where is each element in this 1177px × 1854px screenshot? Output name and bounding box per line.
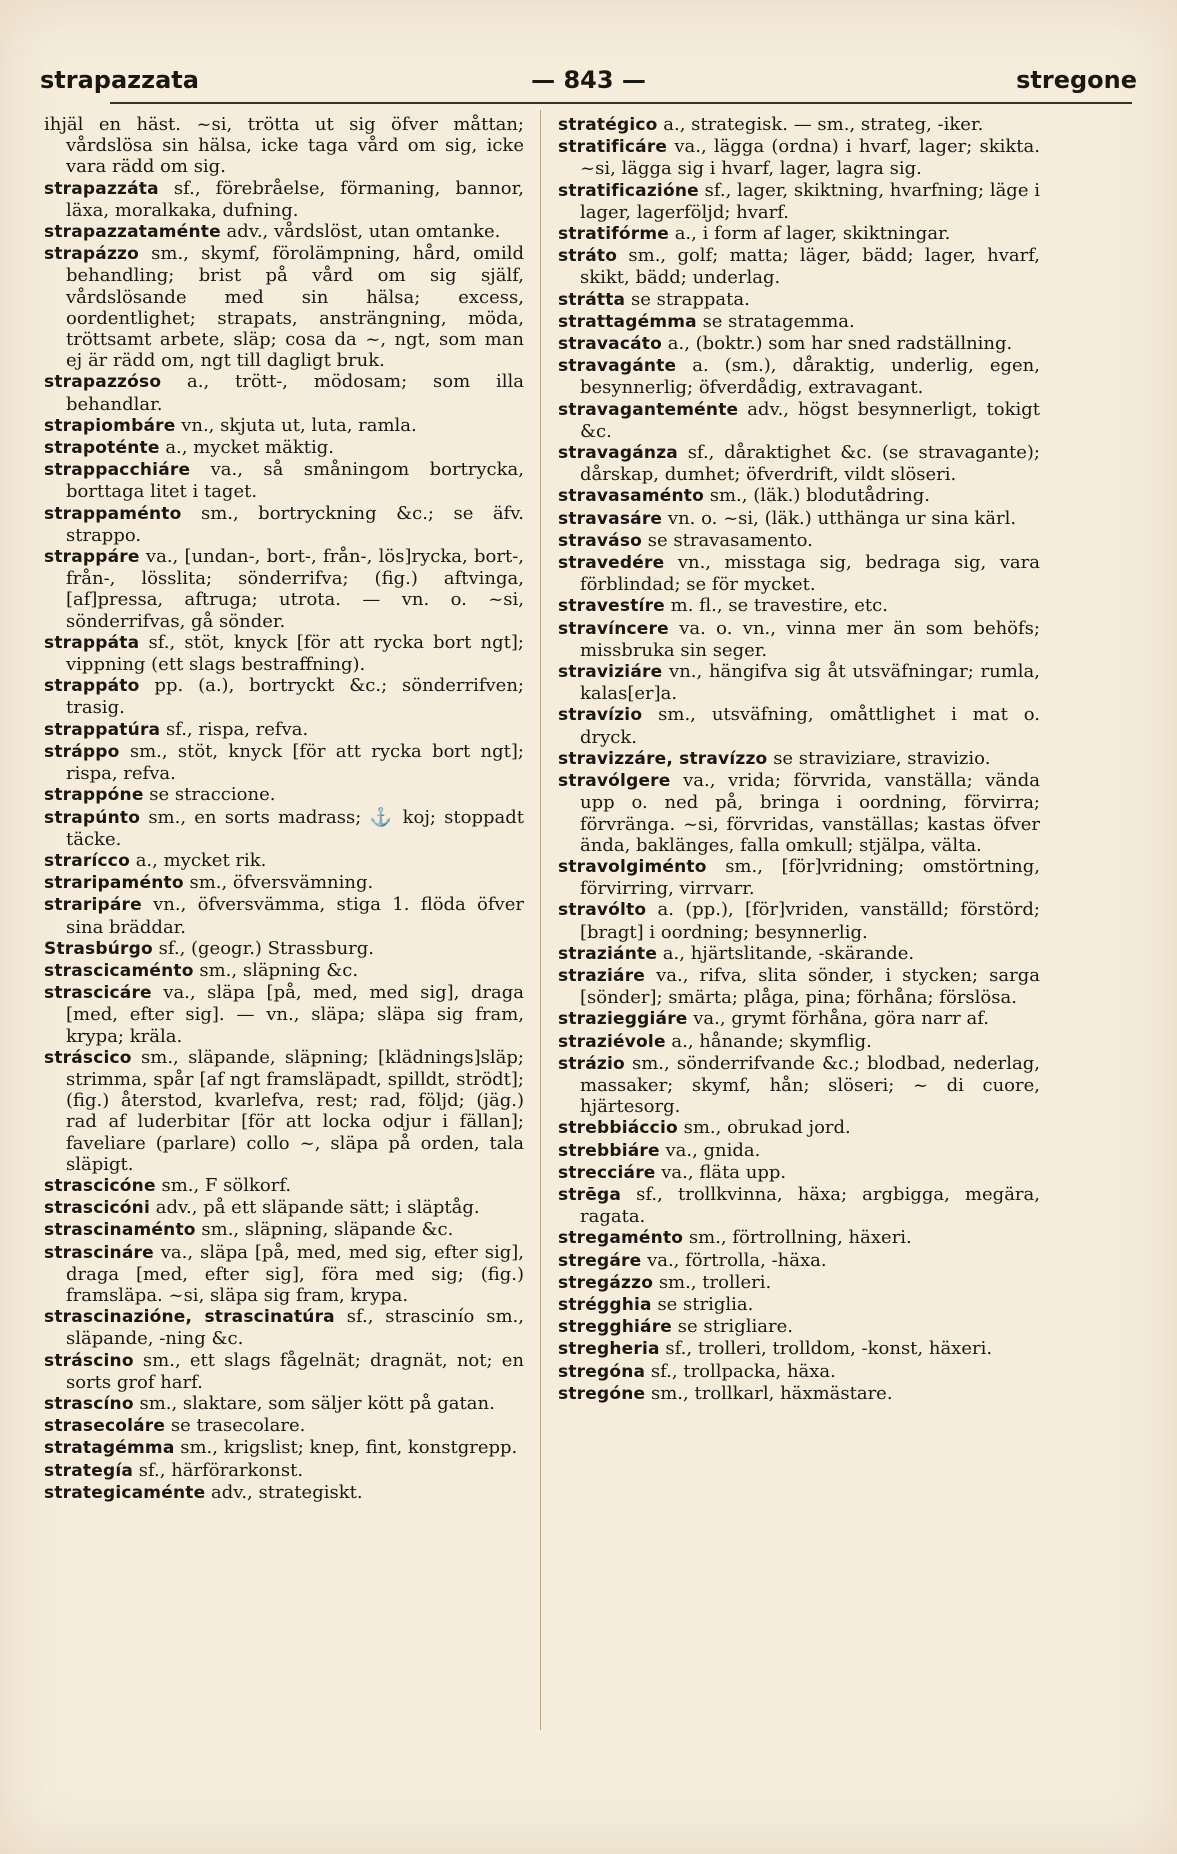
headword: strázio: [558, 1053, 625, 1074]
dictionary-entry: [558, 1338, 1040, 1360]
dictionary-entry: [44, 178, 524, 221]
dictionary-entry: [44, 1047, 524, 1175]
entry-definition: se strappata.: [630, 288, 750, 310]
headword: straviziáre: [558, 662, 663, 683]
header-rule: [110, 102, 1132, 104]
headword: stráscico: [44, 1047, 132, 1068]
dictionary-entry: [558, 442, 1040, 485]
entry-definition: se straviziare, stravizio.: [773, 747, 991, 769]
column-divider: [540, 110, 541, 1730]
entry-definition: sf., (geogr.) Strassburg.: [158, 937, 375, 959]
entry-definition: sf., lager, skiktning, hvarfning; läge i lager, lagerföljd; hvarf.: [580, 179, 1040, 223]
dictionary-entry: [558, 1250, 1040, 1272]
left-guide-word: strapazzata: [40, 66, 199, 94]
entry-definition: adv., på ett släpande sätt; i släptåg.: [155, 1197, 480, 1219]
headword: strasecoláre: [44, 1416, 166, 1437]
dictionary-entry: [44, 1242, 524, 1307]
dictionary-entry: [558, 311, 1040, 333]
entry-definition: sm., skymf, förolämpning, hård, omild behandling; brist på vård om sig själf, vårdslösande med sin hälsa; excess, oordentlighet; strapats, ansträngning, möda, tröttsamt arbete, släp; cosa da ~, ngt, som man ej är rädd om, ngt till dagligt bruk.: [66, 243, 524, 372]
headword: straváso: [558, 530, 643, 551]
headword: strategicaménte: [44, 1482, 206, 1503]
dictionary-entry: [558, 1227, 1040, 1249]
entry-definition: vn., öfversvämma, stiga 1. flöda öfver sina bräddar.: [66, 894, 524, 938]
entry-definition: a., (boktr.) som har sned radställning.: [667, 333, 1013, 355]
dictionary-entry: [558, 1031, 1040, 1053]
dictionary-entry: [558, 595, 1040, 617]
headword: Strasbúrgo: [44, 938, 153, 959]
headword: strappáta: [44, 632, 140, 653]
dictionary-entry: [558, 1361, 1040, 1383]
dictionary-entry: [558, 136, 1040, 179]
headword: stregóne: [558, 1383, 646, 1404]
entry-definition: va., lägga (ordna) i hvarf, lager; skikta. ~si, lägga sig i hvarf, lager, lagra sig.: [580, 136, 1040, 180]
headword: strátta: [558, 289, 626, 310]
headword: straziévole: [558, 1031, 666, 1052]
dictionary-entry: [44, 546, 524, 632]
dictionary-entry: [558, 552, 1040, 595]
headword: strategía: [44, 1460, 134, 1481]
dictionary-entry: [558, 748, 1040, 770]
dictionary-entry: [44, 872, 524, 894]
dictionary-entry: [558, 618, 1040, 661]
dictionary-entry: [44, 114, 524, 178]
entry-definition: pp. (a.), bortryckt &c.; sönderrifven; trasig.: [66, 675, 524, 719]
headword: strapazzóso: [44, 372, 162, 393]
headword: strascinazióne, strascinatúra: [44, 1307, 335, 1328]
entry-definition: sf., stöt, knyck [för att rycka bort ngt]; vippning (ett slags bestraffning).: [66, 631, 524, 676]
dictionary-entry: [44, 243, 524, 371]
entry-definition: a., strategisk. — sm., strateg, -iker.: [663, 114, 984, 135]
headword: strapazzataménte: [44, 222, 221, 243]
dictionary-entry: [44, 1482, 524, 1504]
headword: strecciáre: [558, 1162, 656, 1183]
dictionary-entry: [44, 741, 524, 784]
headword: strascináre: [44, 1242, 154, 1263]
dictionary-entry: [558, 943, 1040, 965]
entry-definition: sm., krigslist; knep, fint, konstgrepp.: [180, 1437, 518, 1459]
entry-definition: a., trött-, mödosam; som illa behandlar.: [66, 371, 524, 415]
left-column: [44, 114, 524, 1504]
headword: stratifórme: [558, 224, 669, 245]
dictionary-entry: [558, 965, 1040, 1008]
dictionary-entry: [558, 1140, 1040, 1162]
entry-definition: ihjäl en häst. ~si, trötta ut sig öfver måttan; vårdslösa sin hälsa, icke taga vård om sig, icke vara rädd om sig.: [44, 114, 524, 178]
dictionary-entry: [558, 899, 1040, 942]
entry-definition: se straccione.: [149, 784, 276, 806]
dictionary-entry: [558, 1184, 1040, 1227]
dictionary-entry: [558, 1383, 1040, 1405]
dictionary-entry: [44, 1460, 524, 1482]
headword: strascicóne: [44, 1175, 156, 1196]
dictionary-entry: [558, 704, 1040, 747]
dictionary-entry: [44, 1306, 524, 1349]
entry-definition: a., mycket mäktig.: [165, 437, 334, 459]
dictionary-entry: [44, 719, 524, 741]
entry-definition: se striglia.: [657, 1293, 754, 1315]
headword: straripaménto: [44, 873, 184, 894]
headword: straziáre: [558, 965, 646, 986]
dictionary-entry: [558, 245, 1040, 288]
headword: strazieggiáre: [558, 1009, 688, 1030]
entry-definition: vn., hängifva sig åt utsväfningar; rumla, kalas[er]a.: [580, 661, 1040, 705]
entry-definition: va., rifva, slita sönder, i stycken; sarga [sönder]; smärta; plåga, pina; förhåna; förslösa.: [580, 964, 1040, 1009]
dictionary-entry: [44, 807, 524, 850]
entry-definition: sm., obrukad jord.: [683, 1117, 851, 1139]
headword: stravolgiménto: [558, 856, 707, 877]
entry-definition: adv., högst besynnerligt, tokigt &c.: [580, 398, 1040, 442]
page-number: — 843 —: [531, 66, 646, 94]
entry-definition: sm., sönderrifvande &c.; blodbad, nederlag, massaker; skymf, hån; slöseri; ~ di cuore, hjärtesorg.: [580, 1052, 1040, 1118]
entry-definition: se stravasamento.: [647, 529, 813, 551]
entry-definition: se strigliare.: [677, 1316, 793, 1338]
dictionary-entry: [44, 960, 524, 982]
headword: strappatúra: [44, 719, 161, 740]
headword: stravaganteménte: [558, 399, 739, 420]
entry-definition: va., fläta upp.: [661, 1161, 787, 1183]
dictionary-entry: [44, 503, 524, 546]
dictionary-entry: [558, 1162, 1040, 1184]
dictionary-entry: [44, 1197, 524, 1219]
entry-definition: m. fl., se travestire, etc.: [670, 595, 888, 617]
headword: strapoténte: [44, 438, 160, 459]
dictionary-entry: [44, 894, 524, 937]
headword: strattagémma: [558, 311, 697, 332]
entry-definition: sm., utsväfning, omåttlighet i mat o. dryck.: [580, 704, 1040, 748]
headword: strascinaménto: [44, 1220, 196, 1241]
headword: stravagánte: [558, 356, 677, 377]
entry-definition: sf., trollpacka, häxa.: [650, 1360, 836, 1382]
dictionary-entry: [44, 459, 524, 502]
entry-definition: sm., släpande, släpning; [klädnings]släp; strimma, spår [af ngt framsläpadt, spilldt, strödt]; (fig.) återstod, kvarlefva, rest; rad, följd; (jäg.) rad af luderbitar [för att locka odjur i fällan]; faveliare (parlare) collo ~, släpa på orden, tala släpigt.: [66, 1046, 524, 1175]
dictionary-entry: [558, 770, 1040, 856]
headword: stravólgere: [558, 771, 671, 792]
headword: strappacchiáre: [44, 460, 191, 481]
headword: stravízio: [558, 705, 643, 726]
entry-definition: sf., trolleri, trolldom, -konst, häxeri.: [665, 1338, 993, 1360]
entry-definition: sm., [för]vridning; omstörtning, förvirring, virrvarr.: [580, 855, 1040, 900]
right-column: [558, 114, 1040, 1405]
entry-definition: va., gnida.: [665, 1139, 761, 1161]
entry-definition: va., [undan-, bort-, från-, lös]rycka, bort-, från-, lösslita; sönderrifva; (fig.) aftvinga, [af]pressa, aftruga; utrota. — vn. o. ~si, sönderrifvas, gå sönder.: [66, 546, 524, 632]
headword: stravasáre: [558, 508, 663, 529]
entry-definition: va., så småningom bortrycka, borttaga litet i taget.: [66, 459, 524, 503]
entry-definition: a., i form af lager, skiktningar.: [674, 223, 951, 245]
dictionary-entry: [558, 333, 1040, 355]
entry-definition: sm., en sorts madrass; ⚓ koj; stoppadt täcke.: [66, 806, 525, 850]
headword: stregheria: [558, 1339, 660, 1360]
headword: stravestíre: [558, 596, 665, 617]
entry-definition: se stratagemma.: [702, 310, 855, 332]
entry-definition: sm., öfversvämning.: [189, 872, 374, 894]
entry-definition: va., vrida; förvrida, vanställa; vända upp o. ned på, bringa i oordning, förvirra; förvränga. ~si, förvridas, vanställas; kastas öfver ända, baklänges, falla omkull; stjälpa, välta.: [580, 770, 1040, 856]
dictionary-entry: [44, 221, 524, 243]
headword: strapazzáta: [44, 178, 159, 199]
entry-definition: sm., stöt, knyck [för att rycka bort ngt]; rispa, refva.: [66, 740, 524, 785]
headword: stravedére: [558, 553, 665, 574]
dictionary-entry: [558, 485, 1040, 507]
dictionary-entry: [558, 399, 1040, 442]
headword: stratégico: [558, 115, 658, 135]
entry-definition: sm., ett slags fågelnät; dragnät, not; en sorts grof harf.: [66, 1349, 524, 1393]
headword: strapiombáre: [44, 415, 176, 436]
entry-definition: sf., förebråelse, förmaning, bannor, läxa, moralkaka, dufning.: [66, 177, 524, 221]
headword: strascicaménto: [44, 960, 194, 981]
entry-definition: vn., skjuta ut, luta, ramla.: [181, 414, 417, 436]
right-guide-word: stregone: [1016, 66, 1137, 94]
entry-definition: va., släpa [på, med, med sig], draga [med, efter sig]. — vn., släpa; släpa sig fram, krypa; kräla.: [66, 982, 525, 1047]
headword: straziánte: [558, 943, 658, 964]
dictionary-entry: [558, 530, 1040, 552]
dictionary-entry: [558, 856, 1040, 899]
entry-definition: sf., trollkvinna, häxa; argbigga, megära, ragata.: [580, 1183, 1040, 1228]
entry-definition: sf., rispa, refva.: [165, 718, 309, 740]
entry-definition: sf., dåraktighet &c. (se stravagante); dårskap, dumhet; öfverdrift, vildt slöseri.: [580, 442, 1040, 486]
dictionary-entry: [558, 1272, 1040, 1294]
headword: strappóne: [44, 785, 144, 806]
dictionary-entry: [558, 180, 1040, 223]
entry-definition: sf., strascinío sm., släpande, -ning &c.: [66, 1306, 524, 1350]
dictionary-entry: [558, 508, 1040, 530]
dictionary-entry: [558, 661, 1040, 704]
entry-definition: a. (pp.), [för]vriden, vanställd; förstörd; [bragt] i oordning; besynnerlig.: [580, 899, 1040, 943]
headword: stráppo: [44, 741, 120, 762]
dictionary-entry: [44, 1415, 524, 1437]
dictionary-entry: [558, 1117, 1040, 1139]
dictionary-entry: [44, 1437, 524, 1459]
headword: strégghia: [558, 1294, 652, 1315]
headword: stráscino: [44, 1350, 134, 1371]
headword: straripáre: [44, 895, 142, 916]
dictionary-entry: [44, 1350, 524, 1393]
dictionary-entry: [44, 784, 524, 806]
dictionary-entry: [558, 223, 1040, 245]
entry-definition: sm., (läk.) blodutådring.: [709, 485, 931, 507]
entry-definition: va., grymt förhåna, göra narr af.: [693, 1008, 989, 1030]
headword: strēga: [558, 1184, 621, 1205]
entry-definition: vn. o. ~si, (läk.) utthänga ur sina kärl.: [667, 507, 1017, 529]
entry-definition: adv., vårdslöst, utan omtanke.: [226, 221, 501, 243]
entry-definition: a., hjärtslitande, -skärande.: [662, 942, 915, 964]
entry-definition: sm., F sölkorf.: [161, 1174, 292, 1196]
dictionary-entry: [558, 1053, 1040, 1118]
dictionary-entry: [558, 289, 1040, 311]
entry-definition: vn., misstaga sig, bedraga sig, vara förblindad; se för mycket.: [580, 552, 1040, 596]
dictionary-entry: [44, 938, 524, 960]
entry-definition: sm., golf; matta; läger, bädd; lager, hvarf, skikt, bädd; underlag.: [580, 245, 1040, 289]
entry-definition: sm., släpning &c.: [199, 959, 359, 981]
entry-definition: sm., släpning, släpande &c.: [201, 1219, 454, 1241]
headword: strappaménto: [44, 503, 182, 524]
headword: strappáto: [44, 676, 140, 697]
headword: stravíncere: [558, 618, 669, 639]
entry-definition: a., hånande; skymflig.: [671, 1030, 872, 1052]
dictionary-entry: [44, 632, 524, 675]
headword: stregáre: [558, 1250, 642, 1271]
headword: stratificáre: [558, 137, 668, 158]
entry-definition: adv., strategiskt.: [211, 1481, 363, 1503]
entry-definition: se trasecolare.: [170, 1415, 306, 1437]
headword: strapúnto: [44, 807, 141, 828]
headword: stravasaménto: [558, 486, 704, 507]
dictionary-entry: [44, 850, 524, 872]
entry-definition: va. o. vn., vinna mer än som behöfs; missbruka sin seger.: [580, 617, 1040, 661]
dictionary-entry: [44, 371, 524, 414]
dictionary-entry: [44, 1219, 524, 1241]
headword: strebbiáre: [558, 1140, 660, 1161]
headword: stravagánza: [558, 443, 678, 464]
headword: stregghiáre: [558, 1317, 673, 1338]
headword: stregázzo: [558, 1272, 654, 1293]
headword: strappáre: [44, 547, 140, 568]
headword: stravizzáre, stravízzo: [558, 748, 768, 769]
headword: strebbiáccio: [558, 1118, 678, 1139]
headword: strarícco: [44, 850, 130, 871]
entry-definition: sm., trollkarl, häxmästare.: [650, 1382, 893, 1404]
dictionary-entry: [558, 1316, 1040, 1338]
page-header: [40, 60, 1137, 100]
headword: stregaménto: [558, 1228, 684, 1249]
headword: strascicáre: [44, 983, 152, 1004]
dictionary-entry: [558, 1294, 1040, 1316]
dictionary-entry: [44, 437, 524, 459]
dictionary-entry: [558, 1008, 1040, 1030]
dictionary-entry: [44, 1393, 524, 1415]
headword: stregóna: [558, 1361, 646, 1382]
dictionary-entry: [44, 1175, 524, 1197]
headword: stravacáto: [558, 334, 663, 355]
entry-definition: sf., härförarkonst.: [138, 1459, 304, 1481]
headword: stratagémma: [44, 1438, 175, 1459]
headword: strascíno: [44, 1393, 134, 1414]
entry-definition: sm., slaktare, som säljer kött på gatan.: [139, 1392, 495, 1414]
dictionary-entry: [558, 355, 1040, 398]
entry-definition: sm., bortryckning &c.; se äfv. strappo.: [66, 502, 524, 546]
dictionary-entry: [44, 982, 524, 1047]
entry-definition: a., mycket rik.: [135, 849, 267, 871]
entry-definition: sm., förtrollning, häxeri.: [688, 1227, 912, 1249]
headword: strascicóni: [44, 1198, 151, 1219]
headword: stráto: [558, 246, 618, 267]
dictionary-entry: [44, 675, 524, 718]
headword: strapázzo: [44, 244, 140, 265]
dictionary-entry: [558, 114, 1040, 136]
entry-definition: a. (sm.), dåraktig, underlig, egen, besynnerlig; öfverdådig, extravagant.: [580, 355, 1040, 399]
entry-definition: va., släpa [på, med, med sig, efter sig], draga [med, efter sig], föra med sig; (fig.) framsläpa. ~si, släpa sig fram, krypa.: [66, 1241, 524, 1306]
headword: stravólto: [558, 900, 647, 921]
headword: stratificazióne: [558, 180, 699, 201]
entry-definition: sm., trolleri.: [658, 1271, 772, 1293]
entry-definition: va., förtrolla, -häxa.: [647, 1249, 827, 1271]
dictionary-entry: [44, 415, 524, 437]
